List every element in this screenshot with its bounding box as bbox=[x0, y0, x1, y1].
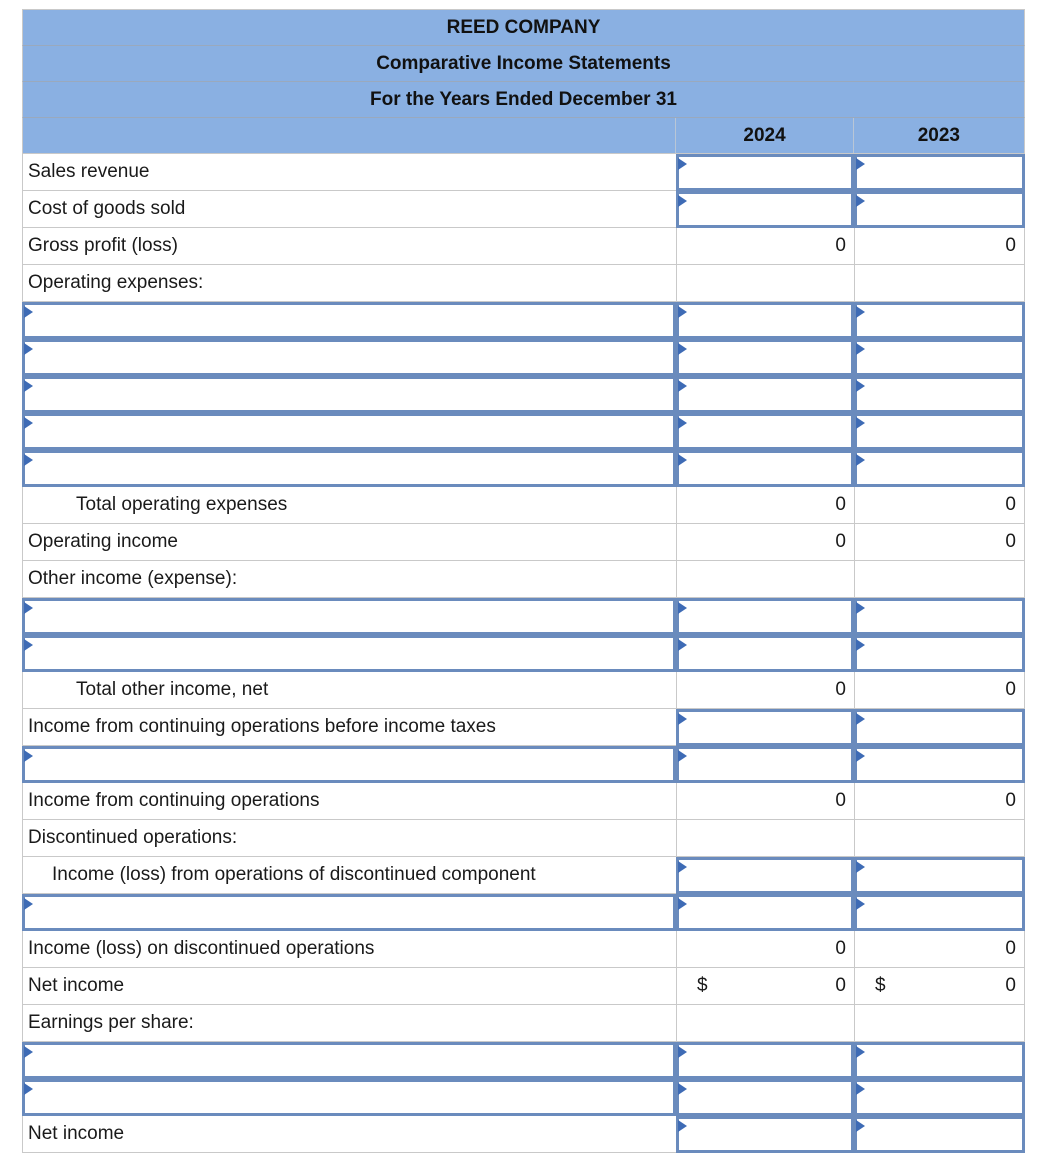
statement-row bbox=[22, 339, 1025, 376]
statement-row bbox=[22, 1116, 1025, 1153]
computed-amount-2024 bbox=[676, 487, 854, 524]
row-label: Cost of goods sold bbox=[22, 191, 676, 228]
row-label: Total operating expenses bbox=[22, 487, 676, 524]
amount-value: 0 bbox=[835, 531, 846, 552]
amount-input-2023[interactable] bbox=[854, 450, 1025, 487]
computed-amount-2023 bbox=[854, 968, 1025, 1005]
amount-input-2024[interactable] bbox=[676, 191, 854, 228]
label-column-header bbox=[23, 118, 675, 153]
statement-row bbox=[22, 524, 1025, 561]
statement-row bbox=[22, 376, 1025, 413]
row-label: Gross profit (loss) bbox=[22, 228, 676, 265]
amount-value: 0 bbox=[1005, 235, 1016, 256]
row-label: Sales revenue bbox=[22, 154, 676, 191]
empty-cell bbox=[676, 265, 854, 302]
statement-row bbox=[22, 672, 1025, 709]
statement-row bbox=[22, 413, 1025, 450]
amount-input-2023[interactable] bbox=[854, 635, 1025, 672]
row-label: Income (loss) on discontinued operations bbox=[22, 931, 676, 968]
amount-input-2024[interactable] bbox=[676, 154, 854, 191]
account-name-input[interactable] bbox=[22, 450, 676, 487]
computed-amount-2023 bbox=[854, 783, 1025, 820]
amount-input-2023[interactable] bbox=[854, 339, 1025, 376]
company-name: REED COMPANY bbox=[22, 9, 1025, 45]
empty-cell bbox=[676, 1005, 854, 1042]
amount-input-2023[interactable] bbox=[854, 413, 1025, 450]
statement-row bbox=[22, 931, 1025, 968]
row-label: Income (loss) from operations of discontinued component bbox=[22, 857, 676, 894]
statement-row bbox=[22, 450, 1025, 487]
statement-row bbox=[22, 561, 1025, 598]
amount-value: 0 bbox=[1005, 531, 1016, 552]
amount-input-2023[interactable] bbox=[854, 709, 1025, 746]
amount-input-2024[interactable] bbox=[676, 339, 854, 376]
statement-row bbox=[22, 228, 1025, 265]
currency-symbol: $ bbox=[875, 975, 886, 996]
computed-amount-2023 bbox=[854, 228, 1025, 265]
row-label: Earnings per share: bbox=[22, 1005, 676, 1042]
amount-value: 0 bbox=[835, 679, 846, 700]
computed-amount-2024 bbox=[676, 783, 854, 820]
statement-row bbox=[22, 857, 1025, 894]
income-statement-table bbox=[22, 9, 1025, 1153]
year-2024-header: 2024 bbox=[675, 118, 852, 153]
statement-row bbox=[22, 746, 1025, 783]
amount-input-2023[interactable] bbox=[854, 1116, 1025, 1153]
amount-value: 0 bbox=[1005, 790, 1016, 811]
account-name-input[interactable] bbox=[22, 376, 676, 413]
row-label: Discontinued operations: bbox=[22, 820, 676, 857]
statement-period: For the Years Ended December 31 bbox=[22, 81, 1025, 117]
amount-input-2024[interactable] bbox=[676, 746, 854, 783]
amount-input-2023[interactable] bbox=[854, 857, 1025, 894]
amount-value: 0 bbox=[1005, 494, 1016, 515]
account-name-input[interactable] bbox=[22, 1042, 676, 1079]
amount-input-2023[interactable] bbox=[854, 1079, 1025, 1116]
empty-cell bbox=[676, 820, 854, 857]
statement-row bbox=[22, 968, 1025, 1005]
amount-input-2023[interactable] bbox=[854, 598, 1025, 635]
amount-input-2024[interactable] bbox=[676, 709, 854, 746]
amount-input-2023[interactable] bbox=[854, 746, 1025, 783]
amount-input-2024[interactable] bbox=[676, 450, 854, 487]
amount-input-2023[interactable] bbox=[854, 191, 1025, 228]
computed-amount-2023 bbox=[854, 487, 1025, 524]
account-name-input[interactable] bbox=[22, 746, 676, 783]
account-name-input[interactable] bbox=[22, 635, 676, 672]
row-label: Net income bbox=[22, 968, 676, 1005]
statement-title: Comparative Income Statements bbox=[22, 45, 1025, 81]
row-label: Net income bbox=[22, 1116, 676, 1153]
statement-row bbox=[22, 783, 1025, 820]
computed-amount-2024 bbox=[676, 524, 854, 561]
account-name-input[interactable] bbox=[22, 302, 676, 339]
account-name-input[interactable] bbox=[22, 1079, 676, 1116]
empty-cell bbox=[854, 265, 1025, 302]
amount-input-2024[interactable] bbox=[676, 1116, 854, 1153]
empty-cell bbox=[854, 1005, 1025, 1042]
statement-row bbox=[22, 709, 1025, 746]
column-header-row bbox=[22, 117, 1025, 154]
statement-row bbox=[22, 1042, 1025, 1079]
statement-row bbox=[22, 191, 1025, 228]
row-label: Income from continuing operations before income taxes bbox=[22, 709, 676, 746]
computed-amount-2024 bbox=[676, 228, 854, 265]
row-label: Operating income bbox=[22, 524, 676, 561]
amount-value: 0 bbox=[835, 938, 846, 959]
amount-value: 0 bbox=[1005, 975, 1016, 996]
statement-row bbox=[22, 635, 1025, 672]
amount-value: 0 bbox=[1005, 938, 1016, 959]
amount-input-2023[interactable] bbox=[854, 154, 1025, 191]
computed-amount-2023 bbox=[854, 672, 1025, 709]
amount-input-2024[interactable] bbox=[676, 302, 854, 339]
amount-input-2024[interactable] bbox=[676, 598, 854, 635]
account-name-input[interactable] bbox=[22, 598, 676, 635]
empty-cell bbox=[854, 820, 1025, 857]
amount-input-2024[interactable] bbox=[676, 376, 854, 413]
year-2023-header: 2023 bbox=[853, 118, 1024, 153]
statement-row bbox=[22, 820, 1025, 857]
amount-input-2024[interactable] bbox=[676, 635, 854, 672]
amount-input-2023[interactable] bbox=[854, 894, 1025, 931]
computed-amount-2024 bbox=[676, 672, 854, 709]
amount-input-2024[interactable] bbox=[676, 1079, 854, 1116]
row-label: Total other income, net bbox=[22, 672, 676, 709]
statement-row bbox=[22, 894, 1025, 931]
amount-value: 0 bbox=[835, 235, 846, 256]
amount-value: 0 bbox=[835, 494, 846, 515]
amount-input-2023[interactable] bbox=[854, 376, 1025, 413]
statement-row bbox=[22, 302, 1025, 339]
amount-value: 0 bbox=[835, 975, 846, 996]
statement-row bbox=[22, 1079, 1025, 1116]
amount-input-2024[interactable] bbox=[676, 413, 854, 450]
computed-amount-2023 bbox=[854, 524, 1025, 561]
statement-row bbox=[22, 154, 1025, 191]
computed-amount-2024 bbox=[676, 931, 854, 968]
amount-input-2023[interactable] bbox=[854, 302, 1025, 339]
statement-row bbox=[22, 598, 1025, 635]
statement-row bbox=[22, 265, 1025, 302]
computed-amount-2024 bbox=[676, 968, 854, 1005]
amount-input-2024[interactable] bbox=[676, 1042, 854, 1079]
row-label: Other income (expense): bbox=[22, 561, 676, 598]
account-name-input[interactable] bbox=[22, 339, 676, 376]
amount-input-2023[interactable] bbox=[854, 1042, 1025, 1079]
amount-value: 0 bbox=[835, 790, 846, 811]
statement-row bbox=[22, 487, 1025, 524]
statement-rows bbox=[22, 154, 1025, 1153]
amount-value: 0 bbox=[1005, 679, 1016, 700]
row-label: Operating expenses: bbox=[22, 265, 676, 302]
row-label: Income from continuing operations bbox=[22, 783, 676, 820]
empty-cell bbox=[854, 561, 1025, 598]
amount-input-2024[interactable] bbox=[676, 894, 854, 931]
account-name-input[interactable] bbox=[22, 413, 676, 450]
currency-symbol: $ bbox=[697, 975, 708, 996]
statement-row bbox=[22, 1005, 1025, 1042]
account-name-input[interactable] bbox=[22, 894, 676, 931]
empty-cell bbox=[676, 561, 854, 598]
amount-input-2024[interactable] bbox=[676, 857, 854, 894]
computed-amount-2023 bbox=[854, 931, 1025, 968]
